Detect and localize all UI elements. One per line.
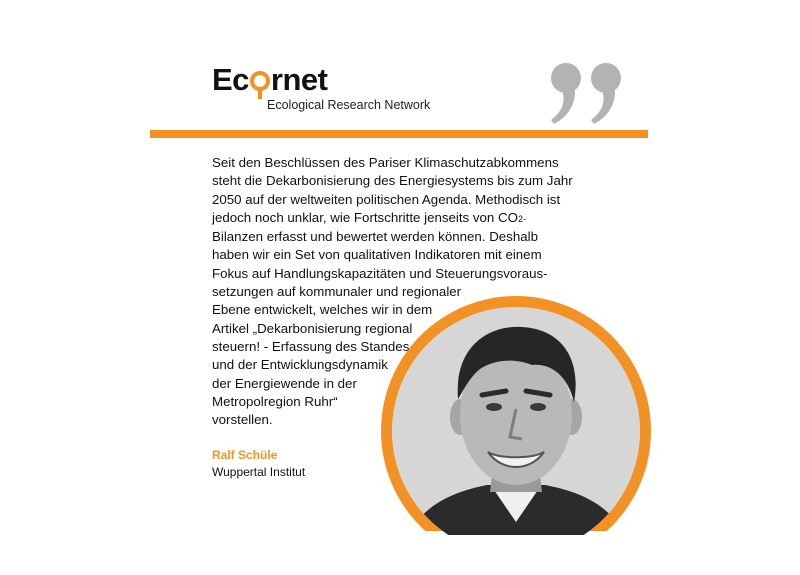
quote-line: Metropolregion Ruhr“ xyxy=(212,393,338,409)
quote-line: haben wir ein Set von qualitativen Indikatoren mit einem xyxy=(212,247,542,263)
quote-line: steuern! - Erfassung des Standes xyxy=(212,338,410,354)
quote-line: Ebene entwickelt, welches wir in dem xyxy=(212,302,433,318)
quote-line: Artikel „Dekarbonisierung regional xyxy=(212,320,413,336)
portrait-bottom-crop xyxy=(381,535,661,575)
co2-subscript: 2- xyxy=(517,213,526,224)
author-portrait xyxy=(392,307,640,555)
ecornet-logo xyxy=(212,62,431,112)
logo-wordmark xyxy=(212,64,328,95)
author-name: Ralf Schüle xyxy=(212,448,278,462)
quote-line: steht die Dekarbonisierung des Energiesystems bis zum Jahr xyxy=(212,173,573,189)
orange-divider xyxy=(150,130,648,138)
quote-line: vorstellen. xyxy=(212,412,273,428)
quote-line: setzungen auf kommunaler und regionaler xyxy=(212,284,462,300)
quote-line: und der Entwicklungsdynamik xyxy=(212,357,388,373)
quote-line: Bilanzen erfasst und bewertet werden können. Deshalb xyxy=(212,229,538,245)
logo-tagline: Ecological Research Network xyxy=(267,98,431,112)
quote-line: Fokus auf Handlungskapazitäten und Steuerungsvoraus- xyxy=(212,265,548,281)
quote-line-co2-text: jedoch noch unklar, wie Fortschritte jenseits von CO xyxy=(212,209,518,225)
quote-line-co2 xyxy=(212,209,573,228)
author-organization: Wuppertal Institut xyxy=(212,465,306,479)
quote-line: Seit den Beschlüssen des Pariser Klimaschutzabkommens xyxy=(212,155,559,170)
magnifier-o-icon xyxy=(249,64,271,95)
quote-line: 2050 auf der weltweiten politischen Agenda. Methodisch ist xyxy=(212,191,561,207)
logo-word-start: Ec xyxy=(212,62,249,97)
logo-word-end: rnet xyxy=(270,62,328,97)
closing-quote-icon xyxy=(548,58,628,133)
quote-line: der Energiewende in der xyxy=(212,375,357,391)
